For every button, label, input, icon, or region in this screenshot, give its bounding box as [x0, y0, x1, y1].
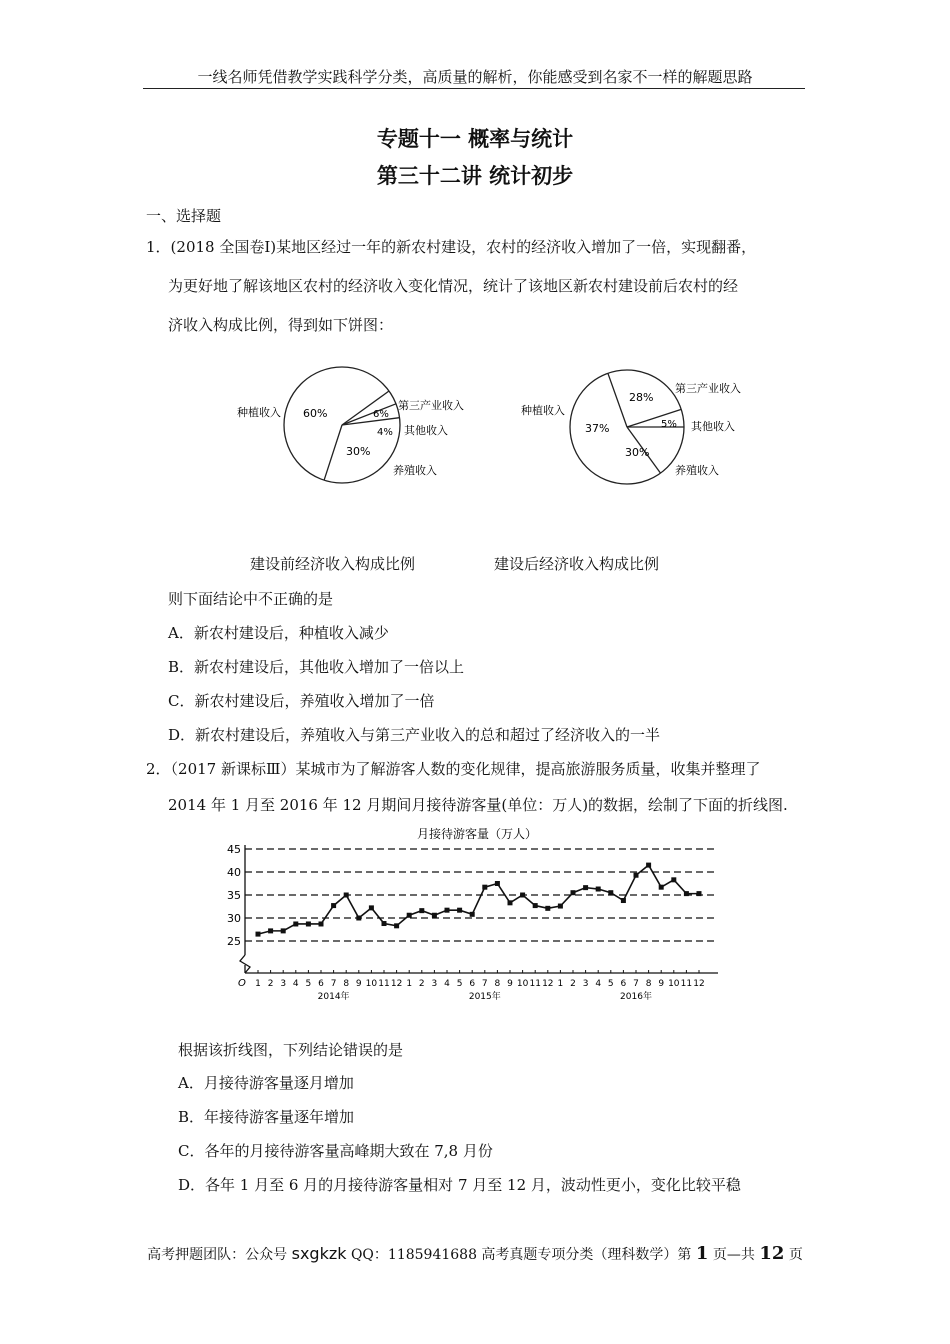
footer-page-mid: 页—共 — [712, 1247, 755, 1263]
pie-before-label-planting: 种植收入 — [237, 406, 281, 419]
data-point-4 — [293, 921, 298, 926]
line-chart-title: 月接待游客量（万人） — [416, 827, 538, 841]
q2-prompt: 根据该折线图，下列结论错误的是 — [178, 1041, 404, 1059]
pie-after-label-planting: 种植收入 — [521, 404, 565, 417]
data-point-15 — [432, 913, 437, 918]
x-tick-label-8: 8 — [343, 979, 350, 989]
x-tick-label-9: 9 — [355, 979, 362, 989]
q1-line-3: 济收入构成比例，得到如下饼图： — [168, 316, 394, 334]
x-tick-label-4: 4 — [292, 979, 299, 989]
x-tick-label-21: 9 — [507, 979, 513, 989]
x-tick-label-10: 10 — [365, 979, 378, 989]
x-tick-label-30: 6 — [620, 979, 627, 989]
pie-after-value-tertiary: 28% — [629, 391, 654, 404]
data-point-19 — [482, 885, 487, 890]
x-tick-label-23: 11 — [529, 979, 541, 989]
x-tick-label-25: 1 — [557, 979, 564, 989]
x-tick-label-3: 3 — [280, 979, 287, 989]
x-tick-label-24: 12 — [542, 979, 554, 989]
data-point-17 — [457, 908, 462, 913]
x-tick-label-35: 11 — [680, 979, 693, 989]
data-point-12 — [394, 923, 399, 928]
data-point-36 — [697, 891, 702, 896]
data-point-7 — [331, 903, 336, 908]
x-tick-label-32: 8 — [645, 979, 652, 989]
pie-chart-after — [515, 365, 765, 495]
x-tick-label-22: 10 — [516, 979, 529, 989]
x-tick-label-20: 8 — [494, 979, 501, 989]
data-point-18 — [470, 912, 475, 917]
header-tagline: 一线名师凭借教学实践科学分类，高质量的解析，你能感受到名家不一样的解题思路 — [197, 68, 753, 86]
x-tick-label-17: 5 — [456, 979, 463, 989]
data-point-23 — [533, 903, 538, 908]
section-heading: 一、选择题 — [146, 207, 222, 225]
data-point-33 — [659, 885, 664, 890]
pie-chart-before — [230, 365, 480, 495]
footer — [0, 1243, 950, 1264]
data-point-14 — [419, 908, 424, 913]
pie-before-label-other: 其他收入 — [404, 424, 448, 437]
q1-line-1: 1．(2018 全国卷Ⅰ)某地区经过一年的新农村建设，农村的经济收入增加了一倍，实现翻番， — [146, 238, 757, 256]
data-point-21 — [508, 900, 513, 905]
x-tick-label-15: 3 — [431, 979, 438, 989]
footer-page-end: 页 — [788, 1247, 803, 1263]
data-point-32 — [646, 863, 651, 868]
topic-title: 专题十一 概率与统计 — [376, 127, 574, 151]
pie-after-caption: 建设后经济收入构成比例 — [494, 555, 660, 573]
lecture-title: 第三十二讲 统计初步 — [376, 164, 574, 188]
data-point-24 — [545, 906, 550, 911]
data-point-5 — [306, 921, 311, 926]
year-label-2015年: 2015年 — [468, 992, 501, 1002]
footer-qq: QQ：1185941688 高考真题专项分类（理科数学）第 — [350, 1247, 692, 1263]
q2-option-a: A．月接待游客量逐月增加 — [178, 1074, 354, 1092]
origin-label: O — [238, 978, 246, 989]
data-point-11 — [382, 921, 387, 926]
q1-line-2: 为更好地了解该地区农村的经济收入变化情况，统计了该地区新农村建设前后农村的经 — [168, 277, 739, 295]
data-point-22 — [520, 893, 525, 898]
x-tick-label-13: 1 — [406, 979, 413, 989]
y-tick-label-35: 35 — [227, 889, 241, 902]
q2-option-c: C．各年的月接待游客量高峰期大致在 7,8 月份 — [178, 1142, 493, 1160]
pie-before-caption: 建设前经济收入构成比例 — [250, 555, 416, 573]
data-point-8 — [344, 893, 349, 898]
q1-option-c: C．新农村建设后，养殖收入增加了一倍 — [168, 692, 435, 710]
data-point-1 — [256, 932, 261, 937]
q1-prompt: 则下面结论中不正确的是 — [168, 590, 334, 608]
year-label-2016年: 2016年 — [620, 992, 652, 1002]
pie-after-label-breeding: 养殖收入 — [675, 464, 719, 477]
y-tick-label-45: 45 — [227, 843, 241, 856]
x-tick-label-29: 5 — [607, 979, 614, 989]
data-point-13 — [407, 913, 412, 918]
x-tick-label-18: 6 — [469, 979, 476, 989]
x-tick-label-33: 9 — [658, 979, 665, 989]
visitor-series-line — [258, 865, 699, 934]
x-tick-label-12: 12 — [390, 979, 403, 989]
data-point-30 — [621, 898, 626, 903]
data-point-28 — [596, 887, 601, 892]
y-tick-label-30: 30 — [227, 912, 241, 925]
q2-option-b: B．年接待游客量逐年增加 — [178, 1108, 355, 1126]
pie-after-value-other: 5% — [661, 419, 677, 430]
data-point-31 — [634, 873, 639, 878]
data-point-2 — [268, 928, 273, 933]
pie-after-value-breeding: 30% — [625, 446, 650, 459]
x-tick-label-5: 5 — [305, 979, 312, 989]
footer-team: 高考押题团队：公众号 — [147, 1247, 288, 1263]
pie-before-value-planting: 60% — [303, 407, 328, 420]
q1-option-b: B．新农村建设后，其他收入增加了一倍以上 — [168, 658, 465, 676]
data-point-26 — [571, 890, 576, 895]
pie-before-label-tertiary: 第三产业收入 — [398, 399, 464, 412]
footer-page-total: 12 — [759, 1243, 785, 1264]
header-rule — [143, 88, 805, 89]
data-point-10 — [369, 905, 374, 910]
data-point-34 — [671, 877, 676, 882]
data-point-27 — [583, 885, 588, 890]
pie-before-value-breeding: 30% — [346, 445, 371, 458]
pie-after-label-other: 其他收入 — [691, 420, 735, 433]
x-tick-label-2: 2 — [267, 979, 274, 989]
footer-page-current: 1 — [695, 1243, 709, 1264]
year-label-2014年: 2014年 — [317, 992, 350, 1002]
footer-account: sxgkzk — [291, 1244, 347, 1263]
pie-before-value-other: 4% — [377, 427, 393, 438]
x-tick-label-28: 4 — [595, 979, 602, 989]
q2-line-2: 2014 年 1 月至 2016 年 12 月期间月接待游客量(单位：万人)的数据，绘制了下面的折线图. — [168, 796, 788, 814]
y-tick-label-25: 25 — [227, 935, 241, 948]
q1-option-d: D．新农村建设后，养殖收入与第三产业收入的总和超过了经济收入的一半 — [168, 726, 661, 744]
q2-option-d: D．各年 1 月至 6 月的月接待游客量相对 7 月至 12 月，波动性更小，变化比较平稳 — [178, 1176, 741, 1194]
q1-option-a: A．新农村建设后，种植收入减少 — [168, 624, 389, 642]
x-tick-label-7: 7 — [330, 979, 337, 989]
data-point-9 — [356, 916, 361, 921]
x-tick-label-31: 7 — [633, 979, 639, 989]
pie-after-label-tertiary: 第三产业收入 — [675, 382, 741, 395]
x-tick-label-34: 10 — [668, 979, 680, 989]
data-point-29 — [608, 890, 613, 895]
y-tick-label-40: 40 — [227, 866, 241, 879]
x-tick-label-26: 2 — [570, 979, 576, 989]
x-tick-label-1: 1 — [255, 979, 261, 989]
data-point-25 — [558, 904, 563, 909]
x-tick-label-36: 12 — [693, 979, 705, 989]
data-point-20 — [495, 881, 500, 886]
x-tick-label-19: 7 — [481, 979, 488, 989]
pie-before-label-breeding: 养殖收入 — [393, 464, 437, 477]
line-chart-visitors — [225, 823, 725, 1008]
x-tick-label-16: 4 — [444, 979, 450, 989]
x-tick-label-27: 3 — [582, 979, 589, 989]
q2-line-1: 2．（2017 新课标Ⅲ）某城市为了解游客人数的变化规律，提高旅游服务质量，收集并整理了 — [146, 760, 761, 778]
x-tick-label-14: 2 — [418, 979, 425, 989]
data-point-3 — [281, 928, 286, 933]
x-tick-label-6: 6 — [318, 979, 324, 989]
data-point-16 — [445, 908, 450, 913]
x-tick-label-11: 11 — [378, 979, 390, 989]
pie-before-value-tertiary: 6% — [373, 409, 389, 420]
data-point-35 — [684, 891, 689, 896]
pie-after-value-planting: 37% — [585, 422, 610, 435]
data-point-6 — [319, 921, 324, 926]
